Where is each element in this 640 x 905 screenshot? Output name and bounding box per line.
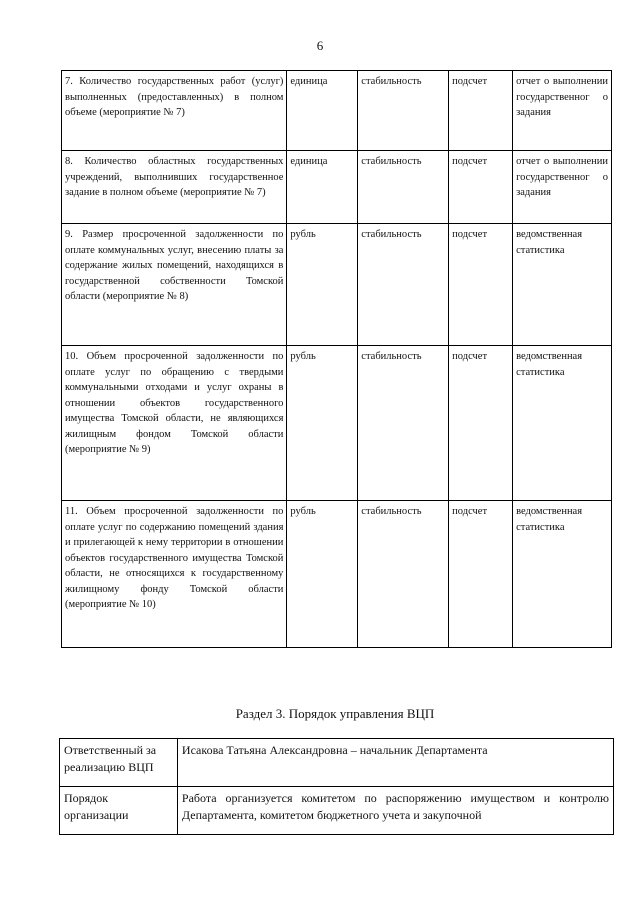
indicator-name: 10. Объем просроченной задолженности по оплате услуг по обращению с твердыми коммунальными отходами и услуг охраны в отношении объектов государственного имущества Томской области, не являющихся жилищным фондом Томской области (мероприятие № 9) — [62, 346, 287, 501]
indicator-unit: единица — [287, 71, 358, 151]
indicator-method: подсчет — [449, 71, 513, 151]
indicator-direction: стабильность — [358, 224, 449, 346]
management-table — [59, 738, 614, 835]
indicator-row-11 — [62, 501, 612, 648]
indicator-direction: стабильность — [358, 346, 449, 501]
management-label: Порядок организации — [60, 787, 178, 835]
section-title: Раздел 3. Порядок управления ВЦП — [235, 706, 435, 721]
indicator-row-7 — [62, 71, 612, 151]
indicator-unit: рубль — [287, 346, 358, 501]
management-value: Работа организуется комитетом по распоряжению имуществом и контролю Департамента, комитетом бюджетного учета и закупочной — [177, 787, 613, 835]
indicator-method: подсчет — [449, 346, 513, 501]
indicator-name: 8. Количество областных государственных учреждений, выполнивших государственное задание в полном объеме (мероприятие № 7) — [62, 151, 287, 224]
indicator-source: отчет о выполнении государственног о задания — [513, 151, 612, 224]
indicator-name: 11. Объем просроченной задолженности по оплате услуг по содержанию помещений здания и прилегающей к нему территории в отношении объектов государственного имущества Томской области, не относящихся к государственному жилищному фонду Томской области (мероприятие № 10) — [62, 501, 287, 648]
indicator-source: отчет о выполнении государственног о задания — [513, 71, 612, 151]
indicator-name: 7. Количество государственных работ (услуг) выполненных (предоставленных) в полном объеме (мероприятие № 7) — [62, 71, 287, 151]
indicator-source: ведомственная статистика — [513, 501, 612, 648]
indicator-row-10 — [62, 346, 612, 501]
indicator-unit: рубль — [287, 224, 358, 346]
management-row-organization — [60, 787, 614, 835]
indicators-table — [61, 70, 612, 648]
management-label: Ответственный за реализацию ВЦП — [60, 739, 178, 787]
management-row-responsible — [60, 739, 614, 787]
page-number: 6 — [316, 38, 324, 53]
indicator-method: подсчет — [449, 224, 513, 346]
indicator-direction: стабильность — [358, 151, 449, 224]
indicator-row-8 — [62, 151, 612, 224]
indicator-row-9 — [62, 224, 612, 346]
indicator-source: ведомственная статистика — [513, 224, 612, 346]
indicator-name: 9. Размер просроченной задолженности по оплате коммунальных услуг, внесению платы за содержание жилых помещений, находящихся в государственной собственности Томской области (мероприятие № 8) — [62, 224, 287, 346]
management-value: Исакова Татьяна Александровна – начальник Департамента — [177, 739, 613, 787]
indicator-direction: стабильность — [358, 501, 449, 648]
indicator-method: подсчет — [449, 501, 513, 648]
indicator-method: подсчет — [449, 151, 513, 224]
indicator-unit: единица — [287, 151, 358, 224]
indicator-direction: стабильность — [358, 71, 449, 151]
indicator-unit: рубль — [287, 501, 358, 648]
indicator-source: ведомственная статистика — [513, 346, 612, 501]
